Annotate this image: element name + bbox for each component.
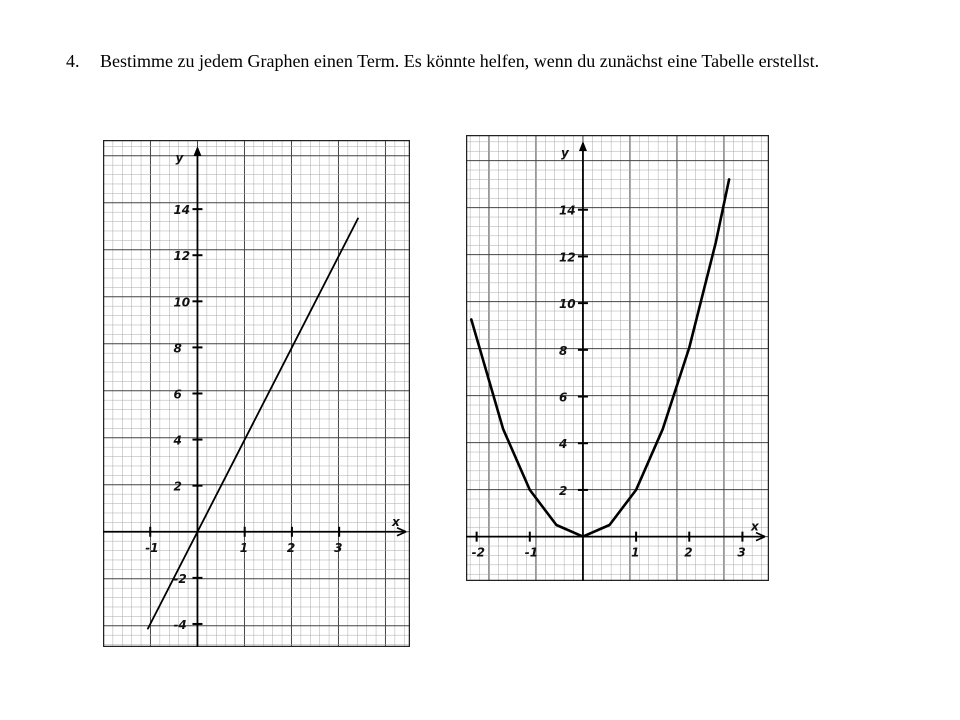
y-axis-arrow-icon [579, 141, 587, 151]
y-axis-arrow-icon [193, 146, 201, 156]
x-tick-label: -1 [524, 545, 539, 560]
linear-graph-chart [103, 140, 410, 647]
x-tick-label: 1 [631, 545, 640, 560]
x-tick-label: 3 [737, 545, 746, 560]
graph-paper-grid [103, 140, 410, 647]
task-number: 4. [66, 51, 80, 71]
y-tick-label: 2 [558, 483, 568, 498]
x-tick-label: 2 [684, 545, 693, 560]
y-tick-label: 4 [173, 433, 182, 448]
y-tick-label: 14 [558, 203, 576, 218]
task-statement [66, 50, 826, 73]
x-axis-label: x [751, 519, 759, 534]
y-tick-label: 6 [558, 390, 568, 405]
y-tick-label: 8 [558, 343, 568, 358]
y-axis-label: y [175, 151, 184, 165]
x-tick-label: -2 [471, 545, 485, 560]
parabola-graph-chart [466, 135, 769, 581]
y-tick-label: 14 [173, 203, 191, 218]
x-tick-label: 3 [334, 540, 343, 555]
y-tick-label: -2 [173, 571, 187, 586]
y-tick-label: 6 [173, 387, 182, 402]
x-tick-label: -1 [145, 540, 159, 555]
task-text: Bestimme zu jedem Graphen einen Term. Es könnte helfen, wenn du zunächst eine Tabelle erstellst. [100, 51, 820, 71]
y-tick-label: 10 [558, 297, 576, 312]
y-tick-label: 8 [173, 341, 182, 356]
y-tick-label: 12 [173, 249, 191, 264]
y-tick-label: 4 [558, 437, 568, 452]
y-tick-label: 2 [173, 479, 182, 494]
y-axis-label: y [560, 146, 569, 160]
x-tick-label: 2 [286, 540, 296, 555]
series-line-gerade [148, 218, 358, 628]
y-tick-label: 12 [558, 250, 576, 265]
y-tick-label: 10 [173, 295, 191, 310]
y-tick-label: -4 [173, 617, 187, 632]
x-axis-label: x [392, 514, 400, 529]
x-tick-label: 1 [239, 540, 249, 555]
